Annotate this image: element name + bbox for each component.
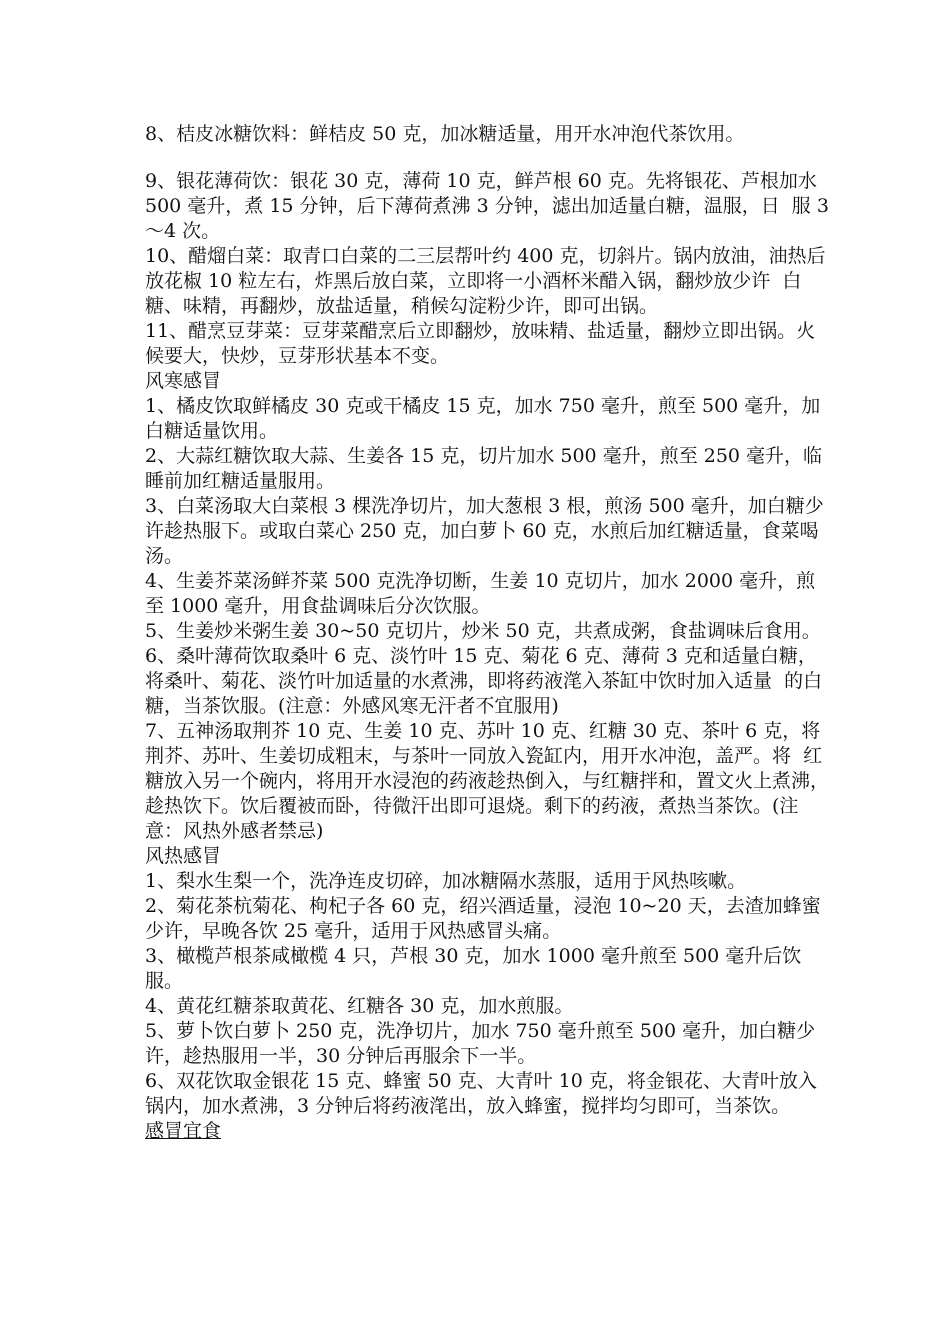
recipe-9: 9、银花薄荷饮：银花 30 克，薄荷 10 克，鲜芦根 60 克。先将银花、芦根加水 500 毫升，煮 15 分钟，后下薄荷煮沸 3 分钟，滤出加适量白糖，温服，日 服 3～4 次。	[145, 170, 829, 242]
document-body	[145, 122, 830, 1144]
wind-cold-item-5: 5、生姜炒米粥生姜 30~50 克切片，炒米 50 克，共煮成粥，食盐调味后食用。	[145, 620, 821, 642]
wind-heat-item-1: 1、梨水生梨一个，洗净连皮切碎，加冰糖隔水蒸服，适用于风热咳嗽。	[145, 870, 747, 892]
wind-heat-item-4: 4、黄花红糖茶取黄花、红糖各 30 克，加水煎服。	[145, 995, 574, 1017]
wind-cold-item-1: 1、橘皮饮取鲜橘皮 30 克或干橘皮 15 克，加水 750 毫升，煎至 500 毫升，加白糖适量饮用。	[145, 395, 821, 442]
wind-cold-item-6: 6、桑叶薄荷饮取桑叶 6 克、淡竹叶 15 克、菊花 6 克、薄荷 3 克和适量白糖，将桑叶、菊花、淡竹叶加适量的水煮沸，即将药液滗入茶缸中饮时加入适量 的白糖，当茶饮服。(注意：外感风寒无汗者不宜服用)	[145, 645, 823, 717]
wind-cold-item-7: 7、五神汤取荆芥 10 克、生姜 10 克、苏叶 10 克、红糖 30 克、茶叶 6 克，将荆芥、苏叶、生姜切成粗末，与茶叶一同放入瓷缸内，用开水冲泡，盖严。将 红糖放入另一个碗内，将用开水浸泡的药液趁热倒入，与红糖拌和，置文火上煮沸，趁热饮下。饮后覆被而卧，待微汗出即可退烧。剩下的药液，煮热当茶饮。(注意：风热外感者禁忌)	[145, 720, 830, 842]
recipe-8: 8、桔皮冰糖饮料：鲜桔皮 50 克，加冰糖适量，用开水冲泡代茶饮用。	[145, 123, 745, 145]
wind-heat-item-5: 5、萝卜饮白萝卜 250 克，洗净切片，加水 750 毫升煎至 500 毫升，加白糖少许，趁热服用一半，30 分钟后再服余下一半。	[145, 1020, 816, 1067]
section-heading-wind-cold: 风寒感冒	[145, 370, 222, 392]
wind-cold-item-3: 3、白菜汤取大白菜根 3 棵洗净切片，加大葱根 3 根，煎汤 500 毫升，加白糖少许趁热服下。或取白菜心 250 克，加白萝卜 60 克，水煎后加红糖适量，食菜喝汤。	[145, 495, 824, 567]
wind-heat-item-3: 3、橄榄芦根茶咸橄榄 4 只，芦根 30 克，加水 1000 毫升煎至 500 毫升后饮服。	[145, 945, 802, 992]
cold-diet-link[interactable]: 感冒宜食	[145, 1120, 222, 1142]
wind-cold-item-4: 4、生姜芥菜汤鲜芥菜 500 克洗净切断，生姜 10 克切片，加水 2000 毫升，煎至 1000 毫升，用食盐调味后分次饮服。	[145, 570, 816, 617]
wind-cold-item-2: 2、大蒜红糖饮取大蒜、生姜各 15 克，切片加水 500 毫升，煎至 250 毫升，临睡前加红糖适量服用。	[145, 445, 823, 492]
wind-heat-item-2: 2、菊花茶杭菊花、枸杞子各 60 克，绍兴酒适量，浸泡 10~20 天，去渣加蜂蜜少许，早晚各饮 25 毫升，适用于风热感冒头痛。	[145, 895, 821, 942]
wind-heat-item-6: 6、双花饮取金银花 15 克、蜂蜜 50 克、大青叶 10 克，将金银花、大青叶放入锅内，加水煮沸，3 分钟后将药液滗出，放入蜂蜜，搅拌均匀即可，当茶饮。	[145, 1070, 817, 1117]
final-heading-paragraph	[145, 1119, 830, 1144]
recipe-10: 10、醋熘白菜：取青口白菜的二三层帮叶约 400 克，切斜片。锅内放油，油热后放花椒 10 粒左右，炸黑后放白菜，立即将一小酒杯米醋入锅，翻炒放少许 白糖、味精，再翻炒，放盐适量，稍候勾淀粉少许，即可出锅。	[145, 245, 826, 317]
section-heading-wind-heat: 风热感冒	[145, 845, 222, 867]
recipe-11: 11、醋烹豆芽菜：豆芽菜醋烹后立即翻炒，放味精、盐适量，翻炒立即出锅。火候要大，快炒，豆芽形状基本不变。	[145, 320, 816, 367]
